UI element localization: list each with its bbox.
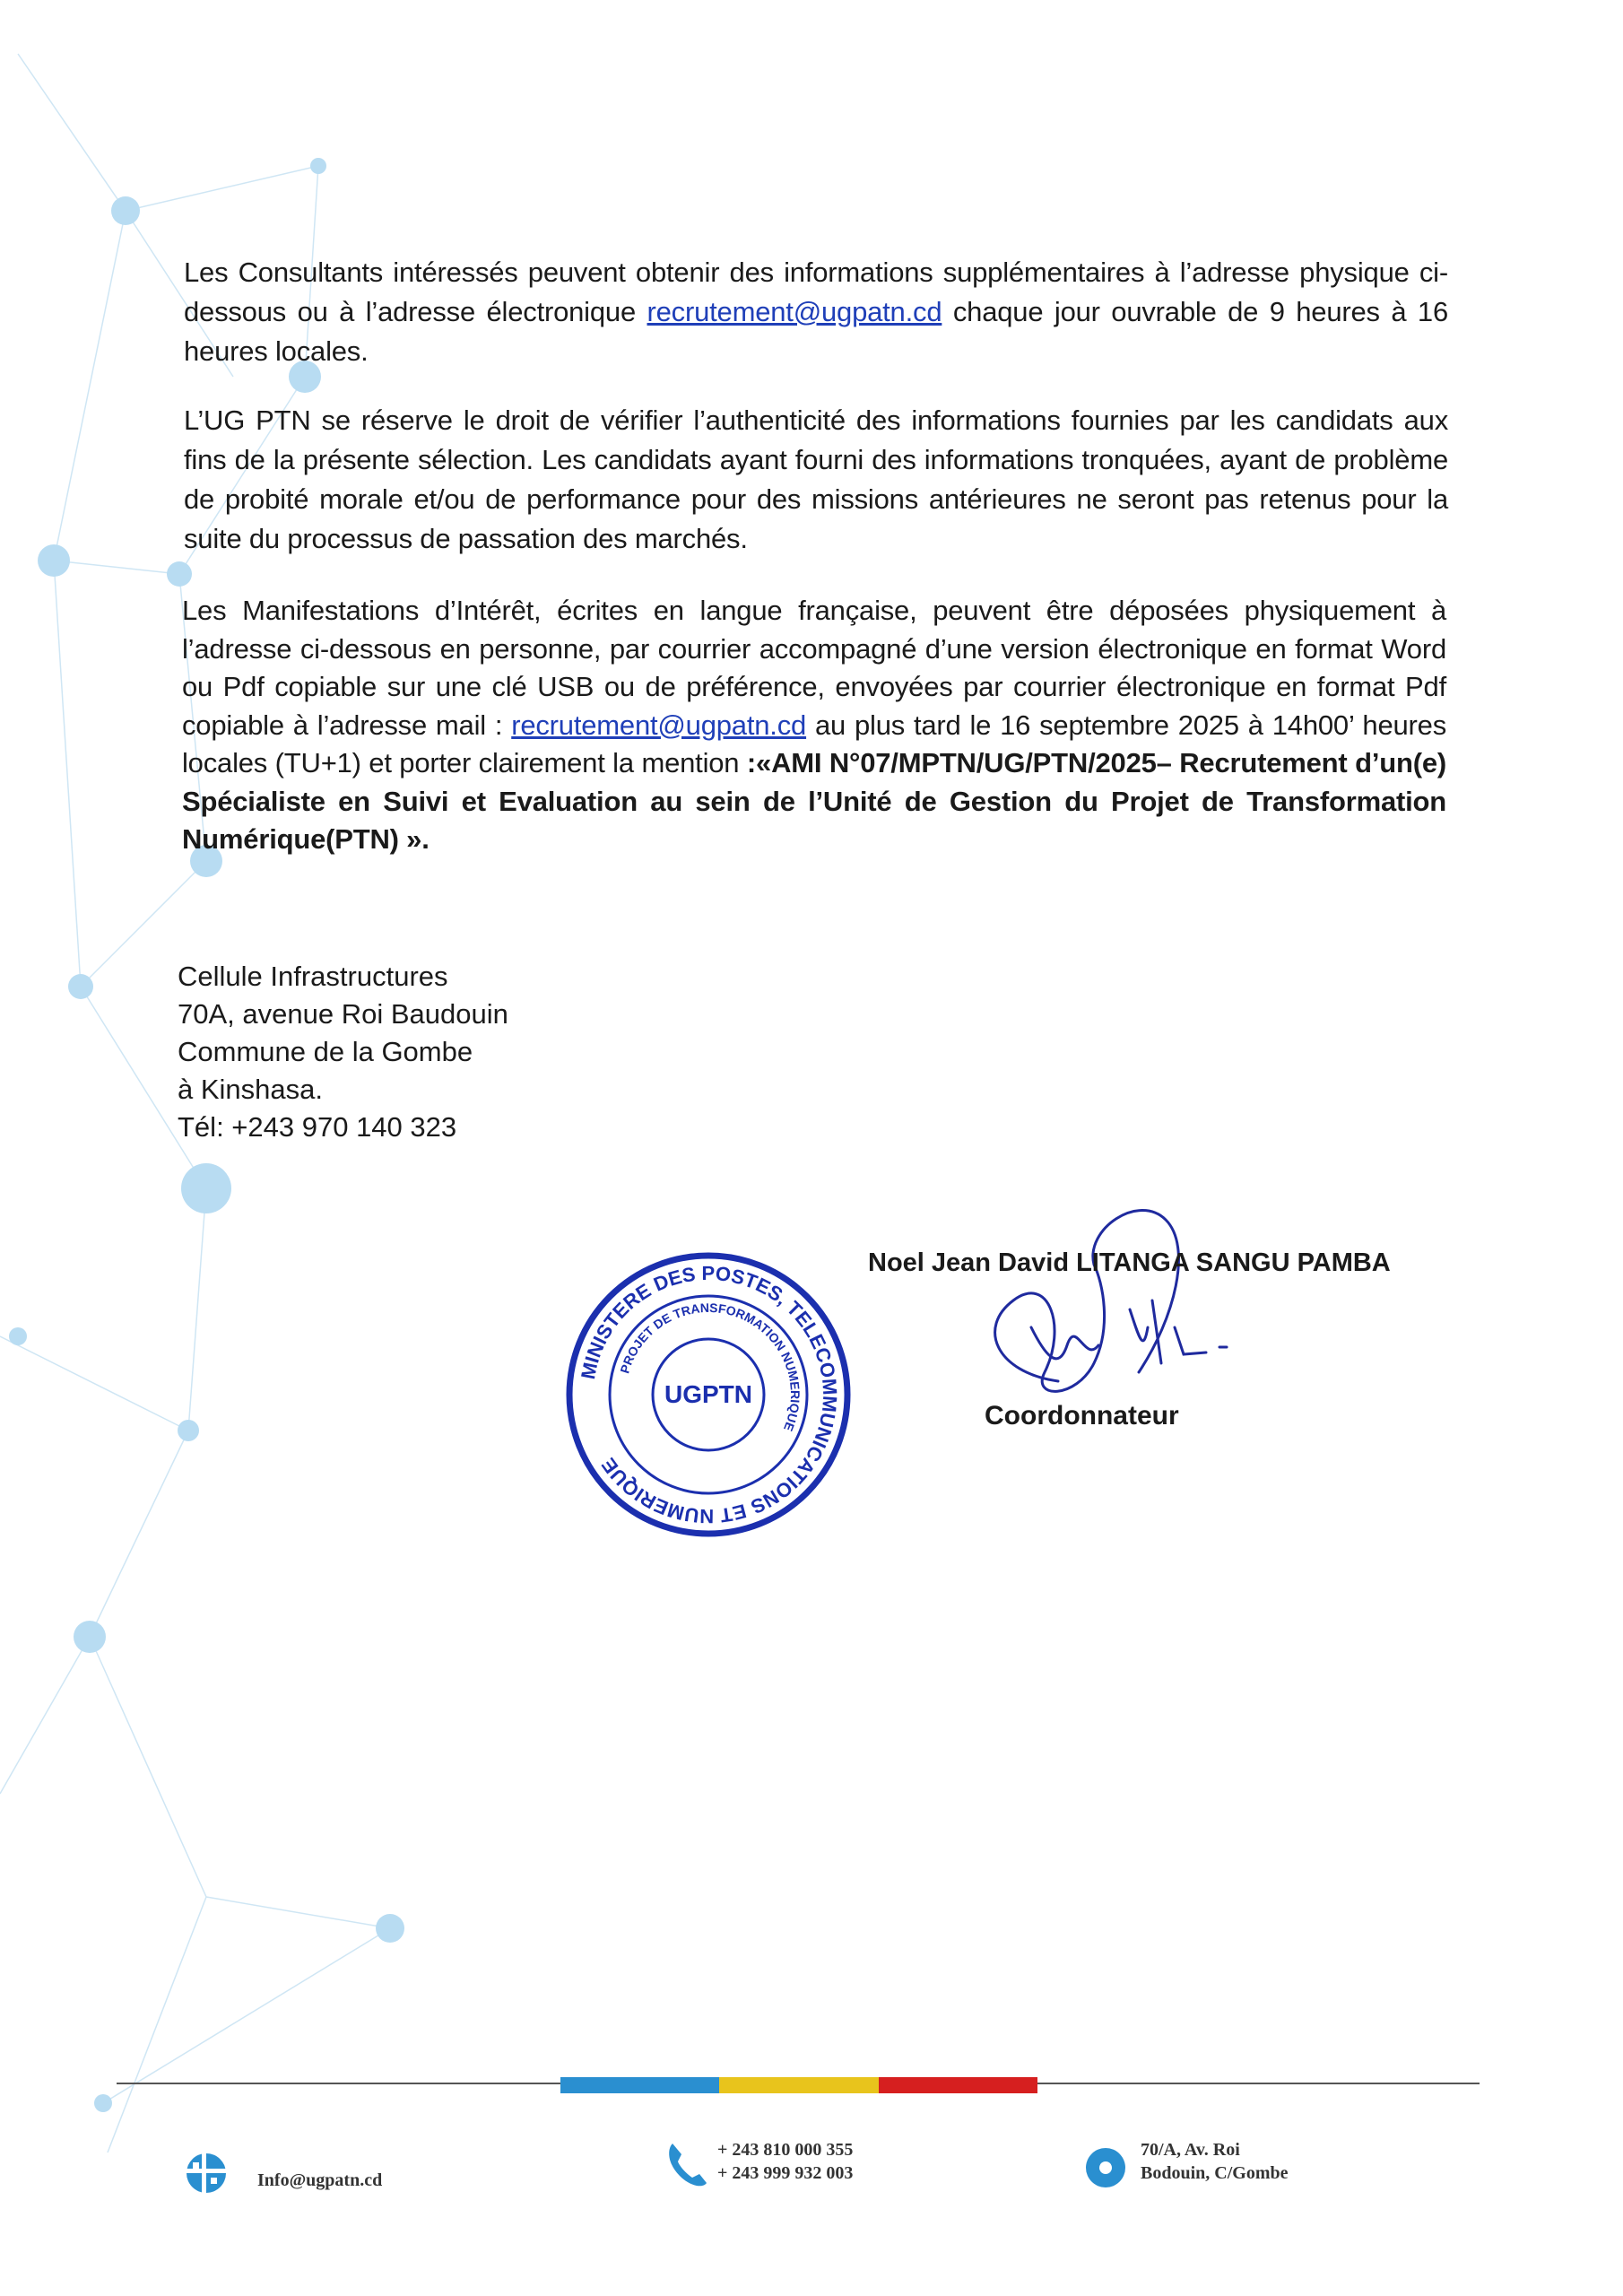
- footer-email[interactable]: Info@ugpatn.cd: [257, 2170, 383, 2190]
- stamp-inner-text: PROJET DE TRANSFORMATION NUMERIQUE: [617, 1300, 803, 1434]
- address-line: Commune de la Gombe: [178, 1036, 473, 1067]
- official-stamp: [560, 1247, 856, 1543]
- paragraph-contact-info: [184, 253, 1448, 371]
- stamp-outer-text: MINISTERE DES POSTES, TELECOMMUNICATIONS ET NUMERIQUE: [577, 1261, 842, 1528]
- band-red: [879, 2077, 1037, 2093]
- email-link[interactable]: recrutement@ugpatn.cd: [647, 296, 942, 327]
- paragraph-verification: L’UG PTN se réserve le droit de vérifier l’authenticité des informations fournies par les candidats aux fins de la présente sélection. Les candidats ayant fourni des informations tronquées, ayant de problème de probité morale et/ou de performance pour des missions antérieures ne seront pas retenus pour la suite du processus de passation des marchés.: [184, 404, 1448, 554]
- signatory-role: Coordonnateur: [985, 1401, 1179, 1431]
- address-line: à Kinshasa.: [178, 1074, 323, 1105]
- stamp-center-text: UGPTN: [664, 1380, 752, 1408]
- location-icon: [1083, 2145, 1128, 2190]
- phone-line: Tél: +243 970 140 323: [178, 1111, 457, 1143]
- footer-color-band: [560, 2077, 1037, 2093]
- globe-icon: [184, 2151, 229, 2196]
- band-blue: [560, 2077, 719, 2093]
- paragraph-text: chaque jour ouvrable de 9 heures à 16 heures locales.: [184, 296, 1448, 367]
- address-line: Cellule Infrastructures: [178, 961, 448, 992]
- footer-address-1: 70/A, Av. Roi: [1141, 2140, 1240, 2160]
- submission-mention: :«AMI N°07/MPTN/UG/PTN/2025– Recrutement d’un(e) Spécialiste en Suivi et Evaluation au sein de l’Unité de Gestion du Projet de Transformation Numérique(PTN) ».: [182, 747, 1446, 855]
- handwritten-signature: [959, 1193, 1246, 1435]
- paragraph-submission: [182, 592, 1446, 859]
- footer-phone-1: + 243 810 000 355: [717, 2140, 854, 2160]
- phone-icon: [665, 2140, 710, 2190]
- band-yellow: [719, 2077, 878, 2093]
- signatory-name: Noel Jean David LITANGA SANGU PAMBA: [868, 1248, 1391, 1277]
- paragraph-text: au plus tard le 16 septembre 2025 à 14h00’ heures locales (TU+1) et porter clairement la mention: [182, 709, 1446, 778]
- paragraph-text: Les Consultants intéressés peuvent obtenir des informations supplémentaires à l’adresse physique ci-dessous ou à l’adresse électronique: [184, 257, 1448, 327]
- address-block: [178, 958, 508, 1146]
- paragraph-text: Les Manifestations d’Intérêt, écrites en langue française, peuvent être déposées physiquement à l’adresse ci-dessous en personne, par courrier accompagné d’une version électronique en format Word ou Pdf copiable sur une clé USB ou de préférence, envoyées par courrier électronique en format Pdf copiable à l’adresse mail :: [182, 595, 1446, 741]
- email-link[interactable]: recrutement@ugpatn.cd: [511, 709, 807, 741]
- address-line: 70A, avenue Roi Baudouin: [178, 998, 508, 1030]
- footer-address-2: Bodouin, C/Gombe: [1141, 2163, 1289, 2183]
- footer-phone-2: + 243 999 932 003: [717, 2163, 854, 2183]
